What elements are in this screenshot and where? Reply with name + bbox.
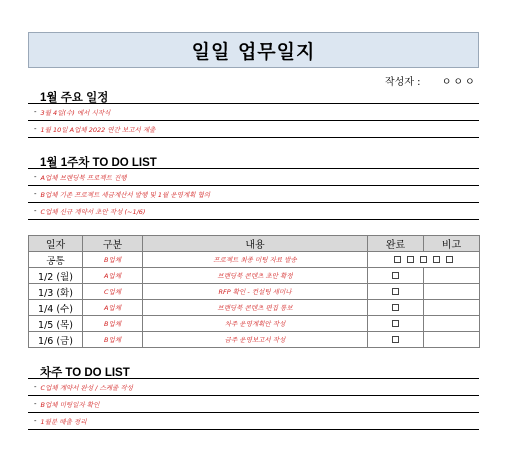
list-item: - 1월 10일 A업체 2022 연간 보고서 제출 <box>28 121 479 138</box>
header-date: 일자 <box>29 236 83 252</box>
header-notes: 비고 <box>424 236 480 252</box>
table-row <box>29 284 480 300</box>
row-notes <box>424 300 480 316</box>
row-notes <box>424 268 480 284</box>
author-name: ㅇㅇㅇ <box>441 77 477 88</box>
list-item: - 1월분 매출 정리 <box>28 413 479 430</box>
row-content: 금주 운영보고서 작성 <box>143 332 368 348</box>
done-checkbox[interactable] <box>392 304 399 311</box>
table-row <box>29 252 480 268</box>
row-category: A업체 <box>83 268 143 284</box>
monthly-list <box>28 103 479 138</box>
row-category: B업체 <box>83 252 143 268</box>
row-date: 1/5 (목) <box>29 316 83 332</box>
row-date: 1/4 (수) <box>29 300 83 316</box>
header-done: 완료 <box>368 236 424 252</box>
table-row <box>29 300 480 316</box>
list-item: - B업체 기존 프로젝트 세금계산서 발행 및 1월 운영계획 협의 <box>28 186 479 203</box>
page-title: 일일 업무일지 <box>28 32 479 68</box>
row-date: 1/2 (월) <box>29 268 83 284</box>
list-item: - 3월 4일(수) 에서 시작식 <box>28 104 479 121</box>
row-content: RFP 확인 - 컨설팅 세미나 <box>143 284 368 300</box>
table-row <box>29 332 480 348</box>
row-category: B업체 <box>83 316 143 332</box>
next-section-title: 차주 TO DO LIST <box>40 367 130 379</box>
row-notes <box>424 316 480 332</box>
table-header-row <box>29 236 480 252</box>
list-item: - A업체 브랜딩북 프로젝트 진행 <box>28 169 479 186</box>
row-category: C업체 <box>83 284 143 300</box>
row-date: 공통 <box>29 252 83 268</box>
row-content: 브랜딩북 콘텐츠 편집 통보 <box>143 300 368 316</box>
row-date: 1/6 (금) <box>29 332 83 348</box>
row-done <box>368 252 480 268</box>
done-checkbox[interactable] <box>407 256 414 263</box>
done-checkbox[interactable] <box>392 336 399 343</box>
header-category: 구분 <box>83 236 143 252</box>
done-checkbox[interactable] <box>446 256 453 263</box>
row-content: 프로젝트 최종 미팅 자료 발송 <box>143 252 368 268</box>
done-checkbox[interactable] <box>420 256 427 263</box>
table-row <box>29 316 480 332</box>
row-done <box>368 316 424 332</box>
done-checkbox[interactable] <box>392 320 399 327</box>
row-category: B업체 <box>83 332 143 348</box>
table-row <box>29 268 480 284</box>
next-list <box>28 378 479 430</box>
row-category: A업체 <box>83 300 143 316</box>
row-notes <box>424 284 480 300</box>
row-done <box>368 268 424 284</box>
header-content: 내용 <box>143 236 368 252</box>
list-item: - B업체 미팅일자 확인 <box>28 396 479 413</box>
row-done <box>368 284 424 300</box>
author-label: 작성자 : <box>385 77 421 88</box>
weekly-section-title: 1월 1주차 TO DO LIST <box>40 157 157 169</box>
done-checkbox[interactable] <box>392 288 399 295</box>
list-item: - C업체 신규 계약서 초안 작성 (~1/6) <box>28 203 479 220</box>
weekly-list <box>28 168 479 220</box>
row-done <box>368 332 424 348</box>
schedule-table <box>28 235 480 348</box>
done-checkbox[interactable] <box>433 256 440 263</box>
done-checkbox[interactable] <box>394 256 401 263</box>
row-done <box>368 300 424 316</box>
list-item: - C업체 계약서 완성 / 스케줄 작성 <box>28 379 479 396</box>
done-checkbox[interactable] <box>392 272 399 279</box>
author-line <box>385 73 477 88</box>
monthly-section-title: 1월 주요 일정 <box>40 92 109 104</box>
row-notes <box>424 332 480 348</box>
row-content: 브랜딩북 콘텐츠 초안 확정 <box>143 268 368 284</box>
row-date: 1/3 (화) <box>29 284 83 300</box>
row-content: 차주 운영계획안 작성 <box>143 316 368 332</box>
